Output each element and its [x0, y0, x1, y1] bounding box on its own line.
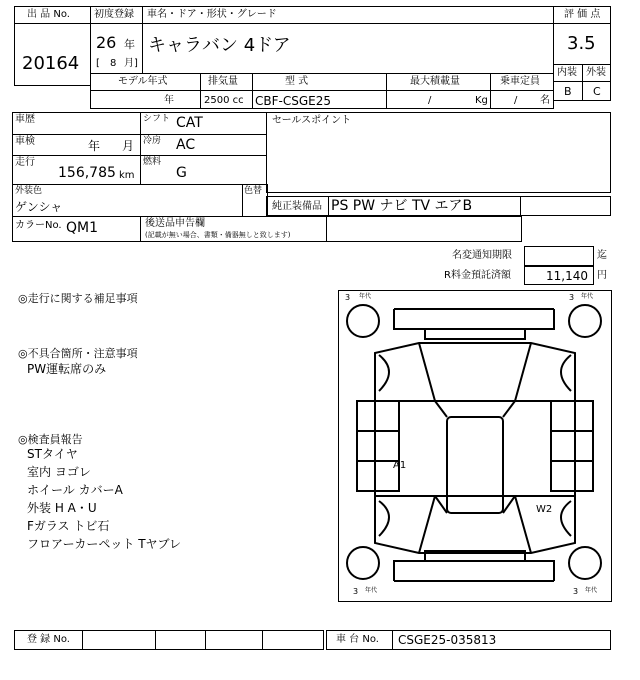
max-load-unit: Kg: [475, 95, 488, 106]
capacity-unit: 名: [540, 95, 550, 106]
corner-top-right-unit: 年代: [581, 293, 594, 300]
displacement-label: 排気量: [208, 76, 238, 87]
car-diagram: [338, 290, 612, 602]
first-registration-month-open: [: [96, 58, 100, 69]
color-no-value: QM1: [66, 220, 99, 236]
aftermarket-label: 後送品申告欄: [145, 218, 205, 229]
shift-value: CAT: [176, 115, 203, 131]
roof-panel: [447, 417, 503, 513]
name-change-unit: 迄: [597, 250, 607, 261]
ext-color-label: 外装色: [15, 186, 43, 196]
right-side-body: [551, 401, 593, 491]
equipment-value: PS PW ナビ TV エアB: [331, 198, 473, 214]
model-year-unit: 年: [164, 95, 174, 106]
chassis-number-label: 車 台 No.: [336, 634, 379, 645]
registration-number-label: 登 録 No.: [27, 634, 70, 645]
tire-rear-left: [347, 547, 379, 579]
model-code-label: 型 式: [285, 76, 309, 87]
inspection-month: 月: [122, 139, 135, 153]
inspector-item: STタイヤ: [27, 447, 78, 461]
score-label: 評 価 点: [564, 9, 601, 20]
corner-bottom-right-count: 3: [573, 587, 579, 596]
first-registration-month: 8: [110, 58, 117, 69]
exterior-label: 外装: [586, 67, 606, 78]
inspector-item: 室内 ヨゴレ: [27, 465, 91, 479]
body-outline: [375, 343, 575, 553]
right-rear-arch: [561, 501, 571, 536]
defects-title: ◎不具合箇所・注意事項: [18, 347, 138, 360]
defects-item: PW運転席のみ: [27, 362, 107, 376]
chassis-number: CSGE25-035813: [398, 633, 497, 647]
inspector-title: ◎検査員報告: [18, 433, 83, 446]
color-change-label: 色替: [244, 186, 263, 196]
left-rear-arch: [379, 501, 389, 536]
windshield: [419, 343, 531, 401]
inspector-item: 外装 H A・U: [27, 501, 97, 515]
ext-color-value: ゲンシャ: [15, 200, 63, 214]
capacity-value: /: [514, 95, 518, 106]
corner-bottom-left-unit: 年代: [365, 587, 378, 594]
model-code: CBF-CSGE25: [255, 94, 331, 108]
fuel-label: 燃料: [143, 157, 162, 167]
mark-a1: A1: [393, 460, 407, 471]
first-registration-label: 初度登録: [94, 9, 134, 20]
tire-front-right: [569, 305, 601, 337]
equipment-label: 純正装備品: [272, 201, 322, 212]
interior-grade: B: [564, 85, 572, 98]
inspector-item: ホイール カバーA: [27, 483, 123, 497]
max-load-label: 最大積載量: [410, 76, 460, 87]
sales-point-label: セールスポイント: [272, 115, 352, 126]
right-front-arch: [561, 355, 571, 391]
inspection-label: 車検: [15, 136, 35, 147]
mileage-label: 走行: [15, 157, 35, 168]
max-load-value: /: [428, 95, 432, 106]
recycle-unit: 円: [597, 270, 607, 281]
color-no-label: カラーNo.: [15, 220, 62, 231]
interior-label: 内装: [557, 67, 577, 78]
aftermarket-note: (記載が無い場合、書類・備器無しと致します): [145, 231, 291, 239]
shift-label: シフト: [143, 114, 171, 124]
name-change-label: 名変通知期限: [452, 250, 512, 261]
car-name-label: 車名・ドア・形状・グレード: [147, 9, 277, 20]
first-registration-year-unit: 年: [124, 38, 135, 51]
left-front-arch: [379, 355, 389, 391]
mileage-value: 156,785: [58, 165, 116, 181]
rear-bumper: [394, 561, 554, 581]
aftermarket-blank: [326, 216, 522, 242]
ac-value: AC: [176, 137, 196, 153]
corner-top-left-unit: 年代: [359, 293, 372, 300]
tire-front-left: [347, 305, 379, 337]
history-label: 車歴: [15, 114, 35, 125]
driving-notes-title: ◎走行に関する補足事項: [18, 292, 138, 305]
inspector-item: Fガラス トビ石: [27, 519, 110, 533]
ac-label: 冷房: [143, 136, 162, 146]
first-registration-month-close: 月]: [124, 58, 138, 69]
corner-top-left-count: 3: [345, 293, 351, 302]
mileage-unit: km: [119, 170, 135, 181]
score-value: 3.5: [567, 33, 596, 54]
displacement-value: 2500 cc: [204, 95, 244, 106]
model-year-label: モデル年式: [118, 76, 168, 87]
name-change-box: [524, 246, 594, 266]
corner-bottom-left-count: 3: [353, 587, 359, 596]
corner-bottom-right-unit: 年代: [585, 587, 598, 594]
car-name: キャラバン 4ドア: [148, 35, 291, 56]
first-registration-year: 26: [96, 33, 117, 52]
left-side-body: [357, 401, 399, 491]
front-bumper: [394, 309, 554, 329]
exterior-grade: C: [593, 85, 601, 98]
recycle-value: 11,140: [546, 269, 588, 283]
lot-number-label: 出 品 No.: [27, 9, 70, 20]
tire-rear-right: [569, 547, 601, 579]
car-diagram-drawing: [339, 291, 611, 601]
rear-glass: [419, 496, 531, 553]
front-grille: [425, 329, 525, 339]
inspector-item: フロアーカーペット Tヤブレ: [27, 537, 182, 551]
fuel-value: G: [176, 165, 187, 181]
corner-top-right-count: 3: [569, 293, 575, 302]
mark-w2: W2: [536, 504, 553, 515]
inspection-year: 年: [88, 139, 101, 153]
lot-number: 20164: [22, 53, 80, 74]
recycle-label: R料金預託済額: [444, 270, 511, 281]
capacity-label: 乗車定員: [500, 76, 540, 87]
